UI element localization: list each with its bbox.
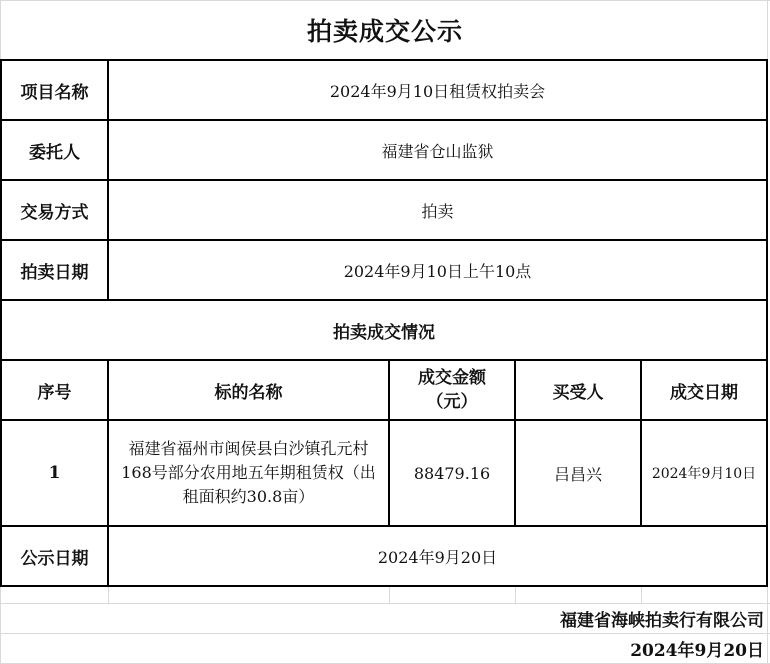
header-amount: 成交金额（元） xyxy=(418,368,486,412)
row-buyer: 吕昌兴 xyxy=(553,464,602,484)
client-value: 福建省仓山监狱 xyxy=(381,141,494,161)
row-amount: 88479.16 xyxy=(413,463,491,483)
auction-date-value: 2024年9月10日上午10点 xyxy=(343,261,532,281)
publicity-value: 2024年9月20日 xyxy=(377,547,498,567)
grid-line xyxy=(641,587,642,604)
footer-date: 2024年9月20日 xyxy=(630,641,764,661)
row-deal-date: 2024年9月10日 xyxy=(651,466,757,482)
project-label: 项目名称 xyxy=(20,82,89,103)
page-title: 拍卖成交公示 xyxy=(306,17,463,46)
header-buyer: 买受人 xyxy=(552,382,604,403)
publicity-label: 公示日期 xyxy=(20,548,89,569)
grid-line xyxy=(515,587,516,604)
section-title: 拍卖成交情况 xyxy=(333,322,435,343)
project-value: 2024年9月10日租赁权拍卖会 xyxy=(329,81,546,101)
header-item-name: 标的名称 xyxy=(214,382,283,403)
auction-date-label: 拍卖日期 xyxy=(20,262,89,283)
grid-line xyxy=(389,587,390,604)
footer-company: 福建省海峡拍卖行有限公司 xyxy=(560,611,764,631)
method-value: 拍卖 xyxy=(421,201,454,221)
row-item-name: 福建省福州市闽侯县白沙镇孔元村168号部分农用地五年期租赁权（出租面积约30.8亩） xyxy=(121,439,376,506)
table-border xyxy=(766,59,768,587)
header-no: 序号 xyxy=(37,382,72,403)
method-label: 交易方式 xyxy=(20,202,89,223)
row-no: 1 xyxy=(48,463,61,483)
client-label: 委托人 xyxy=(29,142,80,163)
grid-line xyxy=(108,587,109,604)
header-deal-date: 成交日期 xyxy=(670,382,738,403)
table-border xyxy=(0,585,768,587)
